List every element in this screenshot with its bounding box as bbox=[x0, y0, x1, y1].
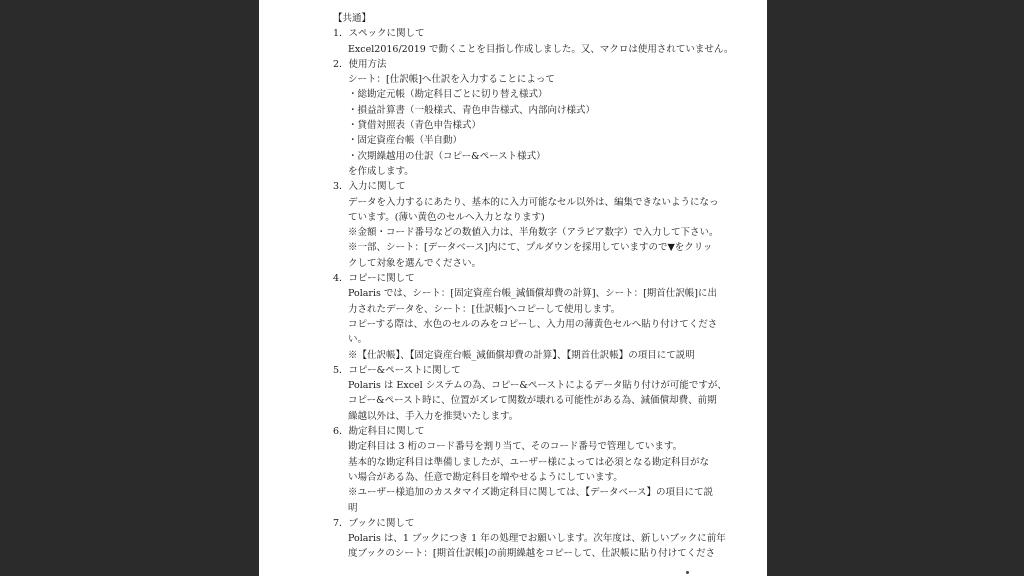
section-heading: 7．ブックに関して bbox=[333, 517, 415, 529]
body-text-line: Polaris は Excel システムの為、コピー&ペーストによるデータ貼り付けが可能ですが、 bbox=[348, 380, 727, 392]
body-text-line: ※一部、シート：[データベース]内にて、プルダウンを採用していますので▼をクリッ bbox=[348, 242, 713, 254]
document-page bbox=[259, 0, 767, 576]
section-heading: 5．コピー&ペーストに関して bbox=[333, 364, 461, 376]
body-text-line: コピー&ペースト時に、位置がズレて関数が壊れる可能性がある為、減価償却費、前期 bbox=[348, 395, 717, 407]
body-text-line: ・総勘定元帳（勘定科目ごとに切り替え様式） bbox=[348, 89, 548, 101]
section-heading: 【共通】 bbox=[333, 13, 372, 24]
body-text-line: い場合がある為、任意で勘定科目を増やせるようにしています。 bbox=[348, 471, 623, 483]
section-heading: 1．スペックに関して bbox=[333, 28, 425, 40]
body-text-line: Polaris は、1 ブックにつき 1 年の処理でお願いします。次年度は、新しいブックに前年 bbox=[348, 533, 726, 545]
body-text-line: ています。(薄い黄色のセルへ入力となります) bbox=[348, 211, 545, 223]
body-text-line: 度ブックのシート：[期首仕訳帳]の前期繰越をコピーして、仕訳帳に貼り付けてくださ bbox=[348, 548, 716, 560]
body-text-line: ・損益計算書（一般様式、青色申告様式、内部向け様式） bbox=[348, 104, 596, 116]
section-heading: 4．コピーに関して bbox=[333, 273, 415, 285]
body-text-line: コピーする際は、水色のセルのみをコピーし、入力用の薄黄色セルへ貼り付けてくださ bbox=[348, 318, 718, 330]
body-text-line: 勘定科目は 3 桁のコード番号を割り当て、そのコード番号で管理しています。 bbox=[348, 441, 683, 453]
body-text-line: シート：[仕訳帳]へ仕訳を入力することによって bbox=[348, 74, 555, 86]
body-text-line: ※ユーザー様追加のカスタマイズ勘定科目に関しては、【データベース】の項目にて説 bbox=[348, 487, 713, 499]
body-text-line: 基本的な勘定科目は準備しましたが、ユーザー様によっては必須となる勘定科目がな bbox=[348, 456, 710, 468]
body-text-line: い。 bbox=[348, 334, 368, 346]
body-text-line: 繰越以外は、手入力を推奨いたします。 bbox=[348, 410, 519, 422]
body-text-line: ※金額・コード番号などの数値入力は、半角数字（アラビア数字）で入力して下さい。 bbox=[348, 227, 719, 239]
page-edge-mark bbox=[686, 571, 689, 574]
body-text-line: を作成します。 bbox=[348, 165, 414, 177]
body-text-line: ※【仕訳帳】、【固定資産台帳_減価償却費の計算】、【期首仕訳帳】の項目にて説明 bbox=[348, 349, 695, 361]
body-text-line: ・貸借対照表（青色申告様式） bbox=[348, 120, 482, 132]
section-heading: 3．入力に関して bbox=[333, 181, 406, 193]
body-text-line: ・固定資産台帳（半自動） bbox=[348, 135, 463, 147]
body-text-line: データを入力するにあたり、基本的に入力可能なセル以外は、編集できないようになっ bbox=[348, 196, 719, 208]
page-content bbox=[333, 11, 734, 562]
body-text-line: クして対象を選んでください。 bbox=[348, 257, 482, 269]
body-text-line: Polaris では、シート：[固定資産台帳_減価償却費の計算]、シート：[期首仕訳帳]に出 bbox=[348, 288, 717, 300]
body-text-line: ・次期繰越用の仕訳（コピー&ペースト様式） bbox=[348, 150, 546, 162]
body-text-line: 明 bbox=[348, 502, 358, 514]
body-text-line: Excel2016/2019 で動くことを目指し作成しました。又、マクロは使用されていません。 bbox=[348, 43, 734, 55]
section-heading: 6．勘定科目に関して bbox=[333, 426, 425, 438]
section-heading: 2．使用方法 bbox=[333, 58, 387, 70]
body-text-line: 力されたデータを、シート：[仕訳帳]へコピーして使用します。 bbox=[348, 303, 621, 315]
